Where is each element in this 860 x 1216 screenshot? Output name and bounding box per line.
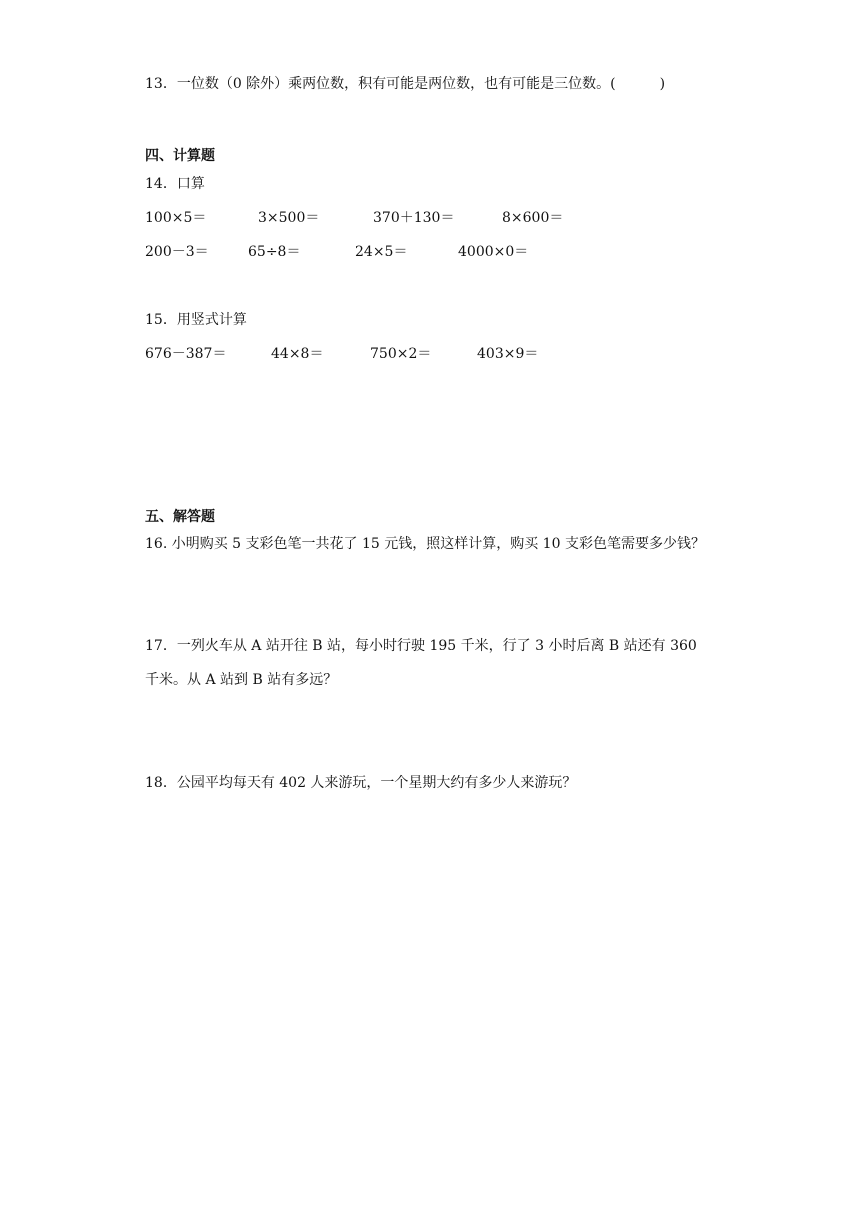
question-13-close-paren: ) [659, 76, 666, 92]
question-17-line-2: 千米。从 A 站到 B 站有多远？ [145, 672, 338, 688]
vertical-calc-item: 676－387＝ [145, 346, 227, 362]
vertical-calc-item: 44×8＝ [271, 346, 324, 362]
question-18: 18．公园平均每天有 402 人来游玩，一个星期大约有多少人来游玩？ [145, 775, 577, 791]
question-14-label: 14．口算 [145, 176, 205, 192]
oral-calc-item: 200－3＝ [145, 244, 209, 260]
oral-calc-item: 4000×0＝ [458, 244, 529, 260]
oral-calc-item: 8×600＝ [502, 210, 564, 226]
question-15-label: 15．用竖式计算 [145, 312, 247, 328]
section-5-heading: 五、解答题 [145, 509, 215, 525]
oral-calc-item: 3×500＝ [258, 210, 320, 226]
section-4-heading: 四、计算题 [145, 148, 215, 164]
vertical-calc-item: 403×9＝ [477, 346, 539, 362]
question-16: 16. 小明购买 5 支彩色笔一共花了 15 元钱，照这样计算，购买 10 支彩色笔需要多少钱？ [145, 536, 705, 552]
question-17-line-1: 17．一列火车从 A 站开往 B 站，每小时行驶 195 千米，行了 3 小时后离 B 站还有 360 [145, 638, 697, 654]
oral-calc-item: 370＋130＝ [373, 210, 455, 226]
oral-calc-item: 100×5＝ [145, 210, 207, 226]
oral-calc-item: 65÷8＝ [248, 244, 301, 260]
vertical-calc-item: 750×2＝ [370, 346, 432, 362]
question-13 [145, 74, 665, 94]
question-13-text: 13．一位数（0 除外）乘两位数，积有可能是两位数，也有可能是三位数。( [145, 76, 616, 92]
oral-calc-item: 24×5＝ [355, 244, 408, 260]
